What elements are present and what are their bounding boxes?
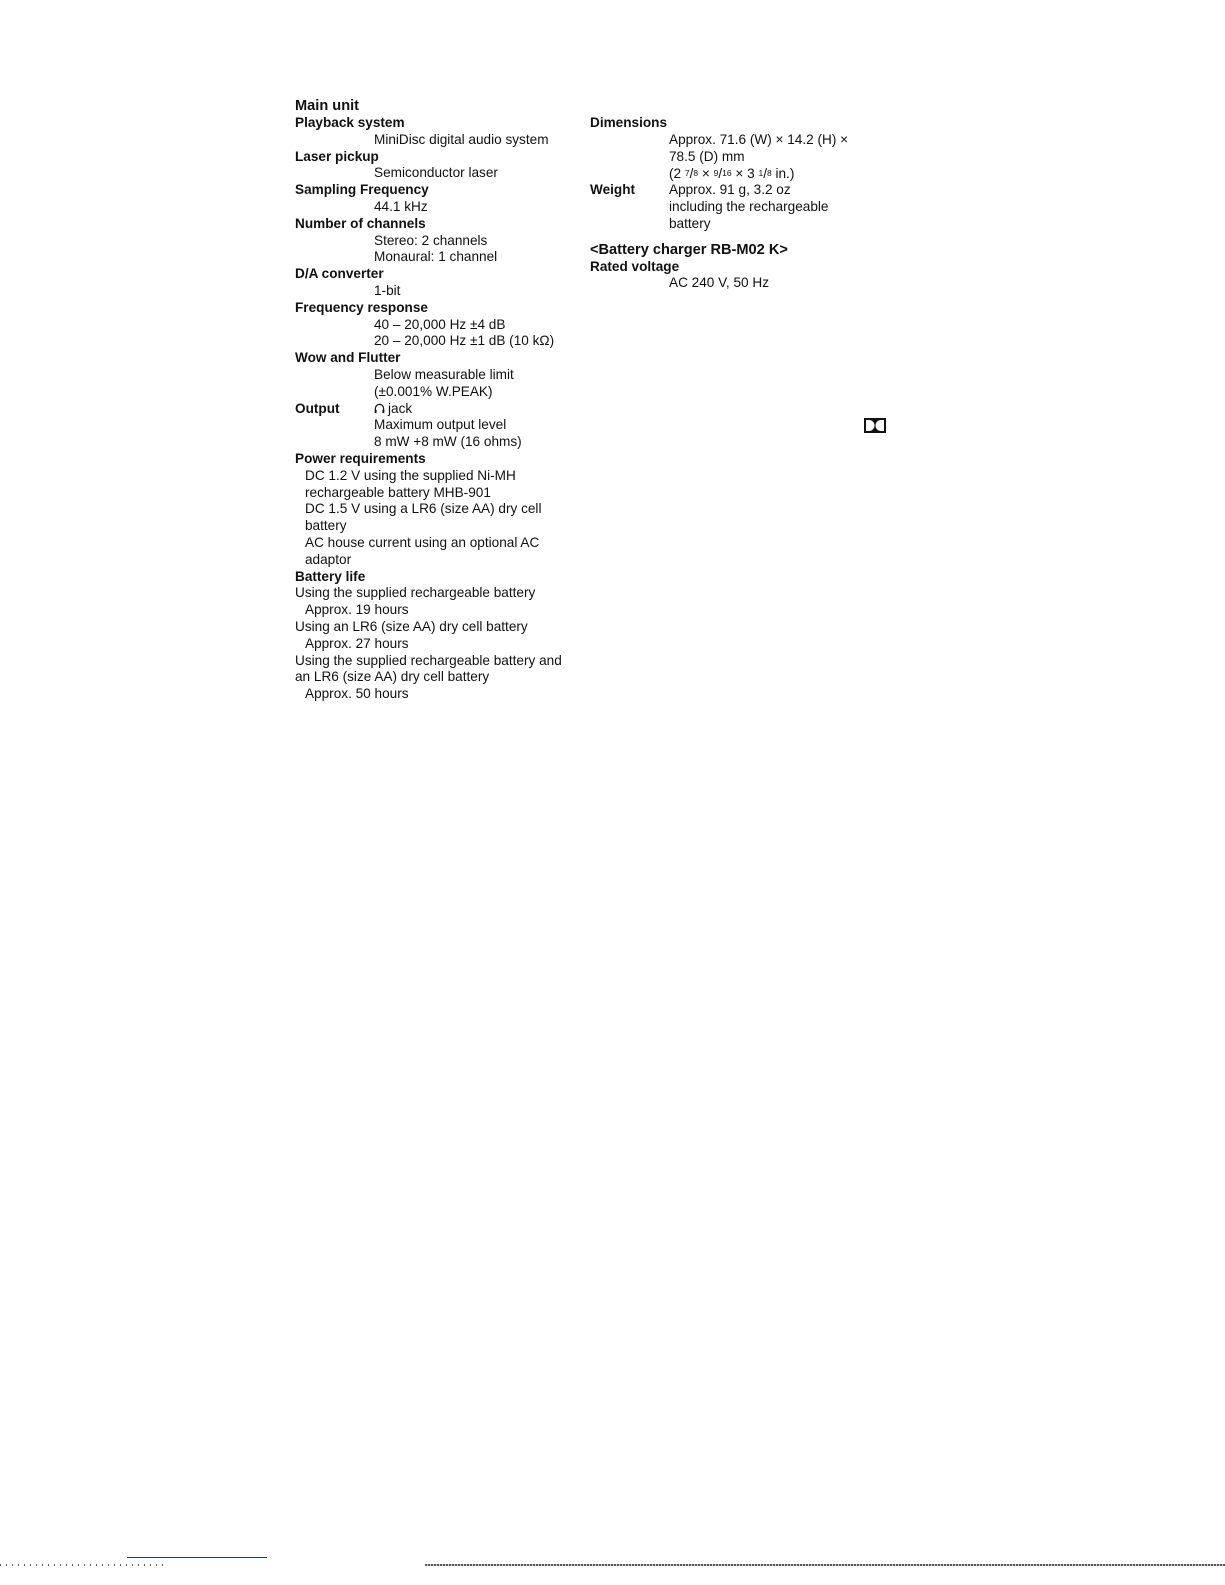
channels-label: Number of channels — [295, 215, 426, 231]
dimensions-specs — [590, 115, 860, 292]
power-line-2: rechargeable battery MHB-901 — [305, 484, 491, 500]
dim-frac-2-slash: / — [718, 166, 723, 182]
footer-link-rule — [127, 1557, 267, 1558]
battery-life-line-6: an LR6 (size AA) dry cell battery — [295, 669, 490, 685]
main-unit-specs — [295, 97, 585, 703]
power-line-1: DC 1.2 V using the supplied Ni-MH — [305, 467, 516, 483]
battery-life-line-1: Using the supplied rechargeable battery — [295, 585, 536, 601]
battery-life-line-5: Using the supplied rechargeable battery and — [295, 652, 562, 668]
dim-frac-3-num: 1 — [758, 168, 764, 179]
dim-times-1: × — [698, 166, 714, 182]
weight-value-2: including the rechargeable — [669, 198, 829, 214]
weight-label: Weight — [590, 182, 636, 198]
dim-close: in.) — [771, 166, 795, 182]
wow-flutter-value-1: Below measurable limit — [374, 366, 514, 382]
battery-life-line-7: Approx. 50 hours — [305, 686, 409, 702]
dimensions-line-3 — [590, 165, 860, 182]
battery-life-line-2: Approx. 19 hours — [305, 602, 409, 618]
output-value-1: Maximum output level — [374, 417, 507, 433]
section-gap — [590, 233, 860, 241]
rated-voltage-value: AC 240 V, 50 Hz — [669, 275, 770, 291]
channels-stereo: Stereo: 2 channels — [374, 232, 488, 248]
rated-voltage-label: Rated voltage — [590, 258, 680, 274]
sampling-frequency-label: Sampling Frequency — [295, 182, 429, 198]
weight-value-1: Approx. 91 g, 3.2 oz — [669, 182, 791, 198]
wow-flutter-value-2: (±0.001% W.PEAK) — [374, 383, 493, 399]
battery-life-label: Battery life — [295, 568, 366, 584]
battery-life-line-3: Using an LR6 (size AA) dry cell battery — [295, 618, 528, 634]
weight-row — [590, 182, 860, 199]
power-line-6: adaptor — [305, 551, 352, 567]
power-line-4: battery — [305, 518, 347, 534]
frequency-response-value-2: 20 – 20,000 Hz ±1 dB (10 kΩ) — [374, 333, 555, 349]
dim-frac-3-den: 8 — [766, 168, 772, 179]
laser-pickup-value: Semiconductor laser — [374, 165, 498, 181]
weight-value-3: battery — [669, 215, 711, 231]
dimensions-label: Dimensions — [590, 115, 668, 130]
power-line-5: AC house current using an optional AC — [305, 534, 540, 550]
dolby-logo — [864, 418, 886, 433]
dim-frac-1-den: 8 — [693, 168, 699, 179]
wow-flutter-label: Wow and Flutter — [295, 350, 401, 366]
power-requirements-label: Power requirements — [295, 450, 426, 466]
output-row — [295, 401, 585, 418]
playback-system-label: Playback system — [295, 115, 405, 130]
output-jack-label: jack — [388, 400, 413, 416]
dim-times-2: × 3 — [731, 166, 759, 182]
battery-life-line-4: Approx. 27 hours — [305, 635, 409, 651]
power-line-3: DC 1.5 V using a LR6 (size AA) dry cell — [305, 501, 542, 517]
output-label: Output — [295, 400, 340, 416]
da-converter-value: 1-bit — [374, 282, 401, 298]
dim-frac-2-num: 9 — [713, 168, 719, 179]
channels-monaural: Monaural: 1 channel — [374, 249, 498, 265]
frequency-response-value-1: 40 – 20,000 Hz ±4 dB — [374, 316, 506, 332]
sampling-frequency-value: 44.1 kHz — [374, 198, 428, 214]
footer-rule — [425, 1564, 1225, 1566]
dimensions-line-2: 78.5 (D) mm — [669, 148, 745, 164]
dim-frac-1-slash: / — [689, 166, 694, 182]
footer-rule-left — [0, 1564, 168, 1566]
charger-title: <Battery charger RB-M02 K> — [590, 241, 788, 258]
dim-frac-3-slash: / — [763, 166, 767, 182]
dim-open: (2 — [669, 166, 685, 182]
dimensions-line-1: Approx. 71.6 (W) × 14.2 (H) × — [669, 131, 849, 147]
laser-pickup-label: Laser pickup — [295, 148, 379, 164]
main-unit-title: Main unit — [295, 98, 360, 114]
dim-frac-1-num: 7 — [684, 168, 690, 179]
playback-system-value: MiniDisc digital audio system — [374, 131, 549, 147]
dim-frac-2-den: 16 — [722, 168, 732, 179]
output-value-2: 8 mW +8 mW (16 ohms) — [374, 434, 522, 450]
output-jack — [374, 401, 412, 418]
frequency-response-label: Frequency response — [295, 299, 428, 315]
headphone-icon — [374, 403, 385, 414]
da-converter-label: D/A converter — [295, 266, 384, 282]
